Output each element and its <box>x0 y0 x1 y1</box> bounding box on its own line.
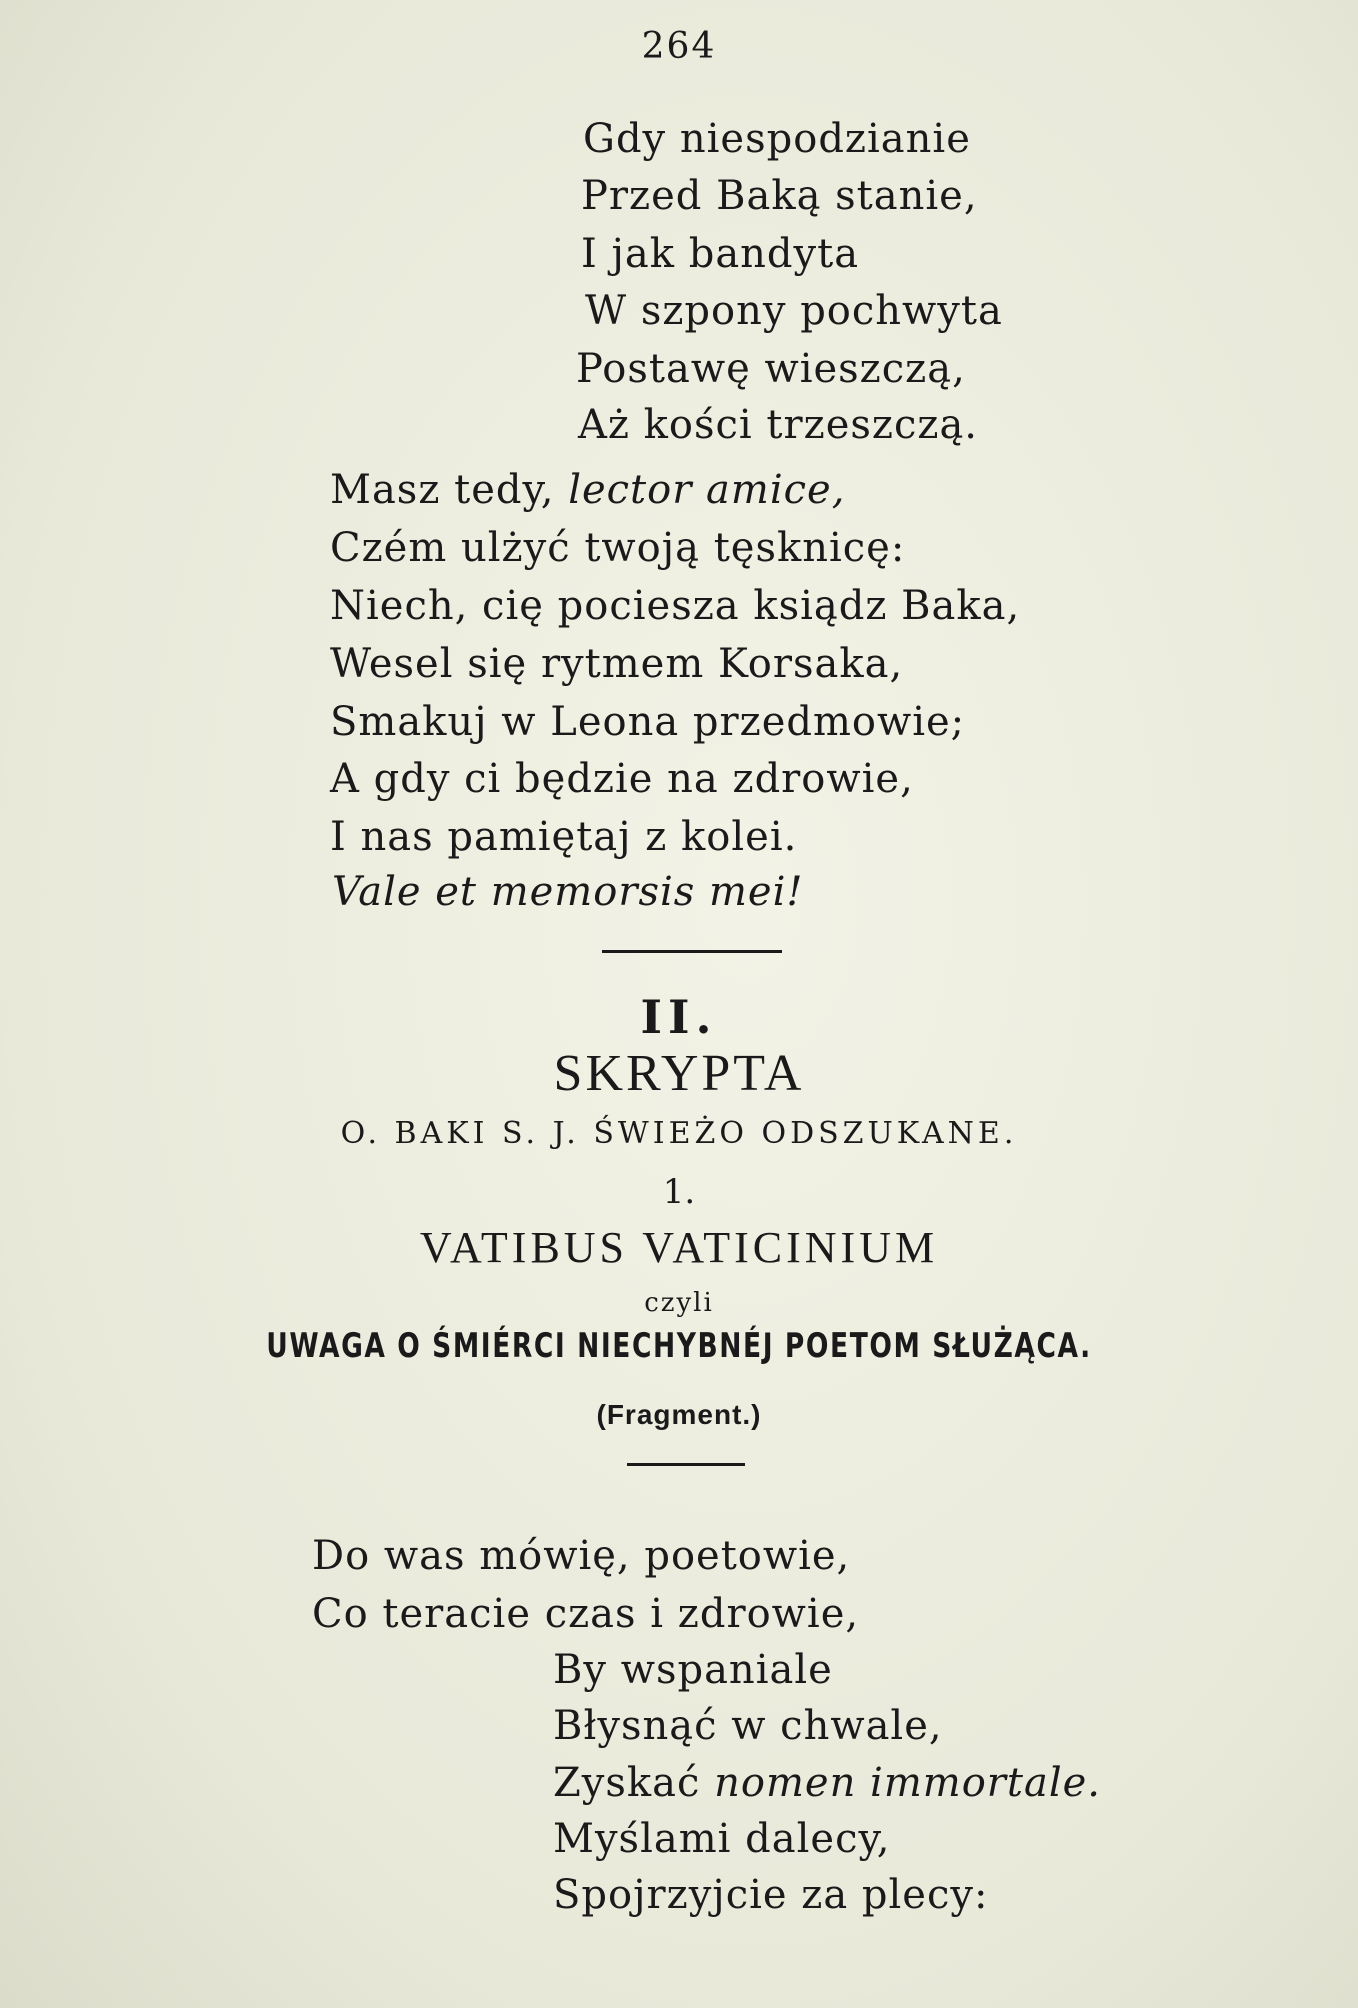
section-divider <box>602 950 782 953</box>
section-roman-numeral: II. <box>640 990 718 1044</box>
verse-line: By wspaniale <box>553 1647 833 1693</box>
verse-line: Błysnąć w chwale, <box>553 1703 943 1749</box>
verse-line: Co teracie czas i zdrowie, <box>312 1591 860 1637</box>
verse-text: Masz tedy, <box>330 467 569 513</box>
verse-line: W szpony pochwyta <box>585 288 1003 334</box>
piece-alt-title: UWAGA O ŚMIÉRCI NIECHYBNÉJ POETOM SŁUŻĄCA. <box>266 1326 1092 1366</box>
verse-line: Spojrzyjcie za plecy: <box>553 1872 989 1918</box>
verse-line: I nas pamiętaj z kolei. <box>330 814 798 860</box>
verse-text: Zyskać <box>553 1760 715 1806</box>
verse-line: Przed Baką stanie, <box>581 173 978 219</box>
latin-phrase: nomen immortale. <box>714 1760 1102 1806</box>
verse-line: Smakuj w Leona przedmowie; <box>330 699 966 745</box>
section-divider <box>627 1463 745 1466</box>
section-subtitle: O. BAKI S. J. ŚWIEŻO ODSZUKANE. <box>340 1116 1018 1151</box>
fragment-label: (Fragment.) <box>596 1399 762 1430</box>
piece-title: VATIBUS VATICINIUM <box>419 1223 939 1272</box>
verse-line: Myślami dalecy, <box>553 1816 891 1862</box>
piece-number: 1. <box>662 1172 696 1212</box>
piece-title-connector: czyli <box>644 1288 714 1318</box>
verse-line <box>553 1759 1101 1807</box>
verse-line: Vale et memorsis mei! <box>332 869 804 915</box>
section-title: SKRYPTA <box>553 1045 805 1102</box>
verse-line: Gdy niespodzianie <box>583 116 971 162</box>
verse-line <box>330 466 845 514</box>
verse-line: Do was mówię, poetowie, <box>312 1533 851 1579</box>
verse-line: Niech, cię pociesza ksiądz Baka, <box>330 583 1021 629</box>
verse-line: Aż kości trzeszczą. <box>578 402 979 448</box>
page-number: 264 <box>641 26 717 67</box>
verse-line: Czém ulżyć twoją tęsknicę: <box>330 525 906 571</box>
verse-line: I jak bandyta <box>581 231 860 277</box>
verse-line: Wesel się rytmem Korsaka, <box>330 641 904 687</box>
latin-phrase: lector amice, <box>568 467 846 513</box>
verse-line: A gdy ci będzie na zdrowie, <box>330 756 914 802</box>
verse-line: Postawę wieszczą, <box>576 346 966 392</box>
